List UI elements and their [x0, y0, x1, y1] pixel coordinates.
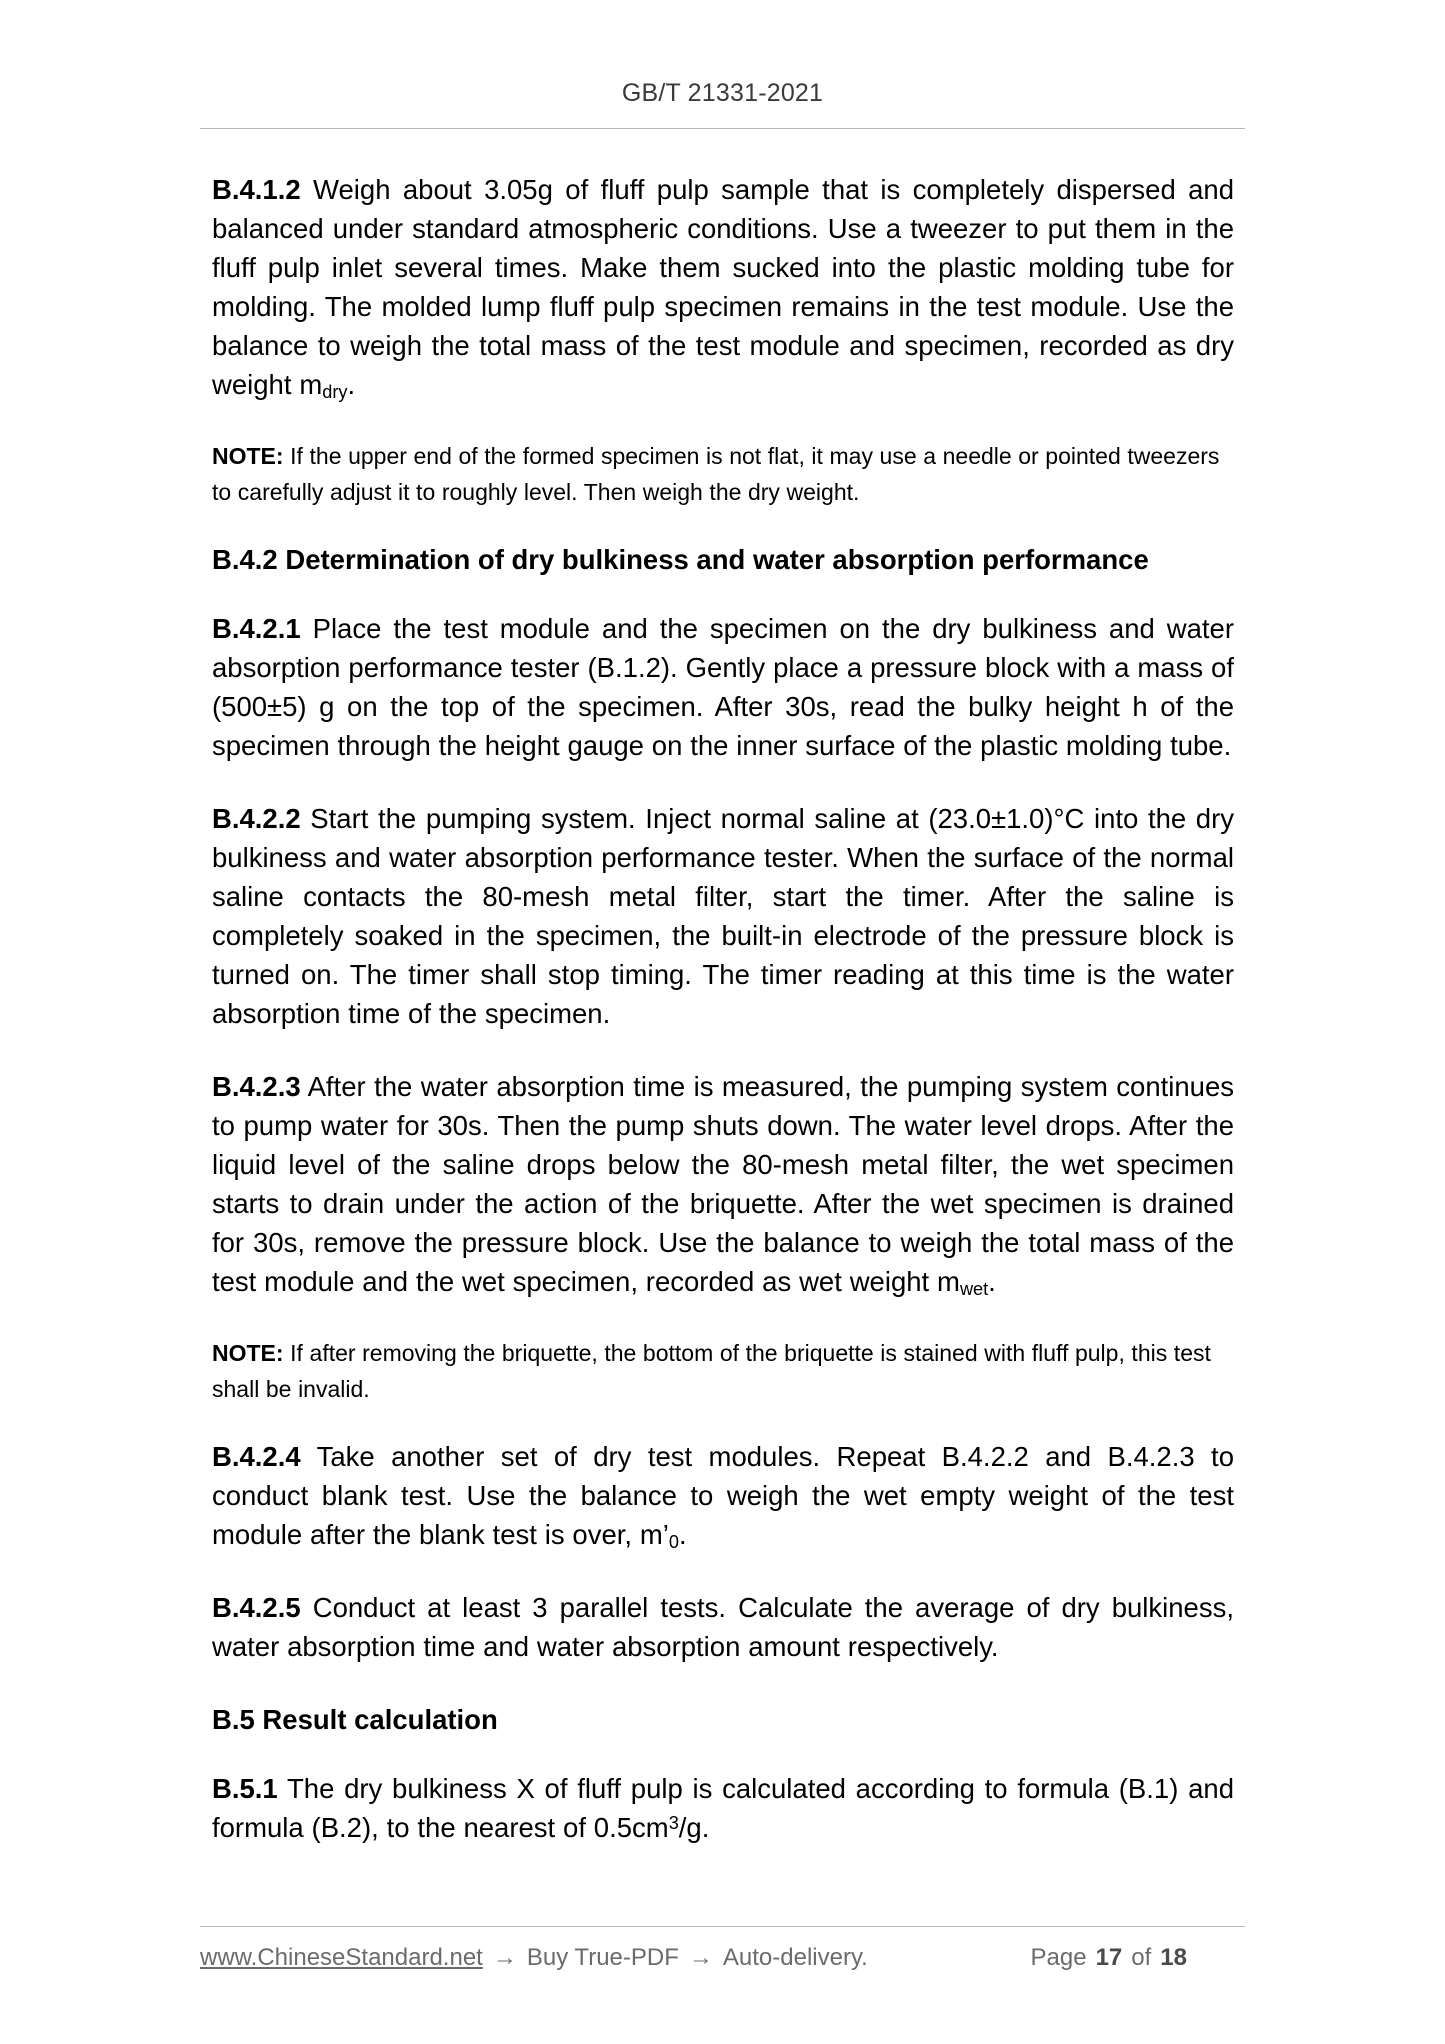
paragraph-b-4-2-4 [212, 1437, 1234, 1554]
subscript-wet: wet [959, 1278, 989, 1299]
total-page-number: 18 [1160, 1944, 1187, 1971]
standard-number: GB/T 21331-2021 [621, 79, 824, 107]
paragraph-b-4-1-2 [212, 170, 1234, 404]
note-label-1: NOTE: [212, 443, 284, 469]
clause-text-b-4-2-4: Take another set of dry test modules. Repeat B.4.2.2 and B.4.2.3 to conduct blank test. Use the balance to weigh the wet empty weight of the test module after the blank test is over, m’ [212, 1441, 1234, 1550]
footer-promo [200, 1944, 868, 1973]
footer-website-link[interactable]: www.ChineseStandard.net [200, 1944, 483, 1971]
page-label: Page [1030, 1944, 1087, 1971]
current-page-number: 17 [1095, 1944, 1123, 1971]
paragraph-b-4-2-1 [212, 609, 1234, 765]
clause-text-b-4-2-2: Start the pumping system. Inject normal saline at (23.0±1.0)°C into the dry bulkiness and water absorption performance tester. When the surface of the normal saline contacts the 80-mesh metal filter, start the timer. After the saline is completely soaked in the specimen, the built-in electrode of the pressure block is turned on. The timer shall stop timing. The timer reading at this time is the water absorption time of the specimen. [212, 803, 1234, 1029]
paragraph-b-5-1 [212, 1769, 1234, 1847]
page-header [200, 80, 1245, 108]
subscript-dry: dry [322, 381, 348, 402]
note-text-2: If after removing the briquette, the bottom of the briquette is stained with fluff pulp, this test shall be invalid. [212, 1340, 1211, 1402]
heading-b-4-2: B.4.2 Determination of dry bulkiness and water absorption performance [212, 544, 1149, 575]
clause-text-b-5-1-tail: /g. [678, 1812, 710, 1843]
clause-number-b-4-2-5: B.4.2.5 [212, 1592, 301, 1623]
footer-delivery-text: Auto-delivery. [722, 1944, 868, 1971]
clause-text-b-5-1: The dry bulkiness X of fluff pulp is calculated according to formula (B.1) and formula (B.2), to the nearest of 0.5cm [212, 1773, 1234, 1843]
clause-text-b-4-2-3: After the water absorption time is measured, the pumping system continues to pump water for 30s. Then the pump shuts down. The water level drops. After the liquid level of the saline drops below the 80-mesh metal filter, the wet specimen starts to drain under the action of the briquette. After the wet specimen is drained for 30s, remove the pressure block. Use the balance to weigh the total mass of the test module and the wet specimen, recorded as wet weight m [212, 1071, 1234, 1297]
clause-number-b-4-2-3: B.4.2.3 [212, 1071, 301, 1102]
clause-text-b-4-1-2: Weigh about 3.05g of fluff pulp sample that is completely dispersed and balanced under standard atmospheric conditions. Use a tweezer to put them in the fluff pulp inlet several times. Make them sucked into the plastic molding tube for molding. The molded lump fluff pulp specimen remains in the test module. Use the balance to weigh the total mass of the test module and specimen, recorded as dry weight m [212, 174, 1234, 400]
clause-text-b-4-2-4-tail: . [679, 1519, 687, 1550]
document-body [212, 170, 1234, 1877]
subscript-zero: 0 [668, 1531, 679, 1552]
clause-number-b-5-1: B.5.1 [212, 1773, 278, 1804]
arrow-right-icon: → [492, 1944, 517, 1971]
header-divider [200, 128, 1245, 129]
footer-buy-text: Buy True-PDF [526, 1944, 679, 1971]
clause-text-b-4-2-5: Conduct at least 3 parallel tests. Calculate the average of dry bulkiness, water absorption time and water absorption amount respectively. [212, 1592, 1234, 1662]
page-footer [200, 1944, 1245, 1973]
clause-text-b-4-2-3-tail: . [988, 1266, 996, 1297]
clause-number-b-4-2-1: B.4.2.1 [212, 613, 301, 644]
footer-divider [200, 1926, 1245, 1927]
paragraph-b-4-2-5 [212, 1588, 1234, 1666]
paragraph-b-4-2-3 [212, 1067, 1234, 1301]
clause-text-b-4-2-1: Place the test module and the specimen on the dry bulkiness and water absorption performance tester (B.1.2). Gently place a pressure block with a mass of (500±5) g on the top of the specimen. After 30s, read the bulky height h of the specimen through the height gauge on the inner surface of the plastic molding tube. [212, 613, 1234, 761]
note-text-1: If the upper end of the formed specimen is not flat, it may use a needle or pointed tweezers to carefully adjust it to roughly level. Then weigh the dry weight. [212, 443, 1220, 505]
note-1 [212, 438, 1234, 510]
of-label: of [1131, 1944, 1152, 1971]
clause-text-b-4-1-2-tail: . [347, 369, 356, 400]
superscript-three: 3 [668, 1812, 679, 1833]
note-label-2: NOTE: [212, 1340, 284, 1366]
clause-number-b-4-2-2: B.4.2.2 [212, 803, 301, 834]
clause-number-b-4-2-4: B.4.2.4 [212, 1441, 301, 1472]
paragraph-b-4-2-2 [212, 799, 1234, 1033]
heading-b-5: B.5 Result calculation [212, 1704, 498, 1735]
page-indicator [1031, 1944, 1245, 1973]
note-2 [212, 1335, 1234, 1407]
clause-number-b-4-1-2: B.4.1.2 [212, 174, 301, 205]
arrow-right-icon-2: → [688, 1944, 713, 1971]
